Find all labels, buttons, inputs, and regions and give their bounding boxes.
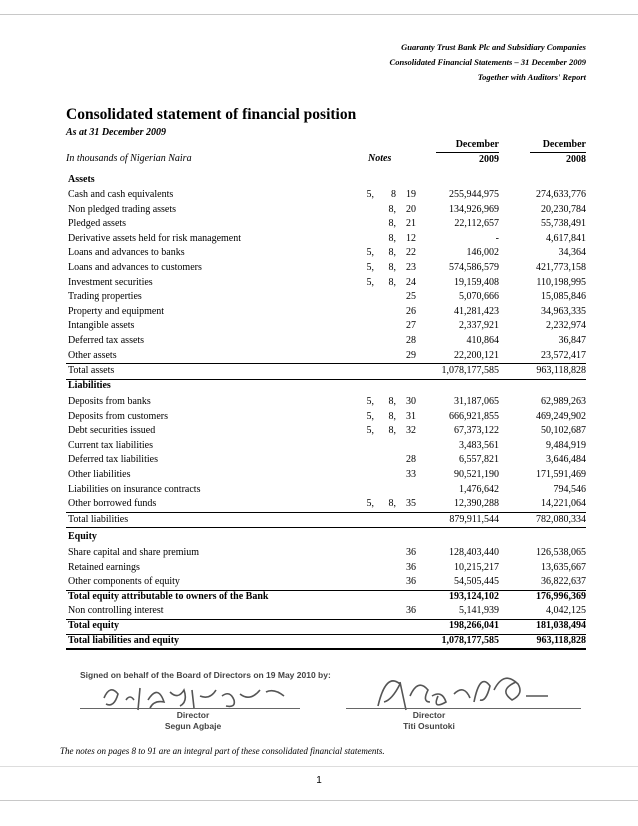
value-2009: 6,557,821 bbox=[459, 454, 499, 466]
table-rule bbox=[66, 648, 586, 650]
value-2008: 36,847 bbox=[558, 335, 586, 346]
table-row bbox=[66, 261, 586, 276]
row-label: Debt securities issued bbox=[68, 425, 156, 437]
row-label: Cash and cash equivalents bbox=[68, 189, 174, 200]
row-label: Current tax liabilities bbox=[68, 439, 153, 451]
note-ref: 8, bbox=[388, 425, 396, 437]
note-ref: 36 bbox=[406, 576, 416, 588]
note-ref: 8, bbox=[388, 218, 396, 230]
note-ref: 5, bbox=[366, 247, 374, 259]
value-2009: 41,281,423 bbox=[454, 305, 499, 317]
note-ref: 8, bbox=[388, 276, 396, 288]
table-row bbox=[66, 319, 586, 334]
value-2008: 421,773,158 bbox=[536, 262, 586, 273]
table-row bbox=[66, 634, 586, 649]
value-2008: 171,591,469 bbox=[536, 469, 586, 480]
table-row bbox=[66, 513, 586, 528]
row-label: Loans and advances to customers bbox=[68, 262, 202, 273]
table-row bbox=[66, 439, 586, 454]
page-number: 1 bbox=[316, 775, 322, 786]
note-ref: 5, bbox=[366, 410, 374, 422]
table-rule bbox=[66, 527, 586, 528]
value-2008: 274,633,776 bbox=[536, 189, 586, 200]
note-ref: 23 bbox=[406, 262, 416, 273]
value-2009: 198,266,041 bbox=[449, 620, 499, 631]
note-ref: 31 bbox=[406, 410, 416, 422]
col1-underline bbox=[436, 152, 499, 153]
signature-line-left bbox=[80, 708, 300, 709]
table-row bbox=[66, 546, 586, 561]
col1-year: 2009 bbox=[479, 154, 499, 165]
row-label: Total assets bbox=[68, 365, 115, 377]
value-2008: 14,221,064 bbox=[541, 498, 586, 510]
table-row bbox=[66, 468, 586, 483]
value-2008: 34,963,335 bbox=[541, 305, 586, 317]
value-2008: 9,484,919 bbox=[546, 439, 586, 451]
value-2009: 410,864 bbox=[466, 335, 499, 346]
row-label: Deposits from customers bbox=[68, 410, 168, 422]
table-row bbox=[66, 290, 586, 305]
row-label: Total equity attributable to owners of the Bank bbox=[68, 590, 269, 602]
bottom-rule bbox=[0, 800, 638, 801]
value-2008: 4,042,125 bbox=[546, 605, 586, 617]
signature-right-name: Titi Osuntoki bbox=[403, 721, 455, 731]
value-2009: 2,337,921 bbox=[459, 320, 499, 332]
value-2008: 62,989,263 bbox=[541, 396, 586, 407]
signature-left-role: Director bbox=[176, 710, 210, 720]
note-ref: 8 bbox=[391, 189, 396, 200]
value-2009: 54,505,445 bbox=[454, 576, 499, 588]
row-label: Retained earnings bbox=[68, 561, 140, 573]
col1-month: December bbox=[455, 139, 499, 150]
col2-underline bbox=[530, 152, 586, 153]
table-row bbox=[66, 349, 586, 364]
signature-text: Signed on behalf of the Board of Directors on 19 May 2010 by: bbox=[80, 670, 331, 680]
note-ref: 8, bbox=[388, 203, 396, 215]
notes-header: Notes bbox=[368, 153, 392, 164]
row-label: Non controlling interest bbox=[68, 605, 164, 617]
note-ref: 25 bbox=[406, 291, 416, 303]
row-label: Investment securities bbox=[68, 276, 153, 288]
note-ref: 28 bbox=[406, 335, 416, 346]
value-2009: 22,112,657 bbox=[454, 218, 499, 230]
value-2009: 128,403,440 bbox=[449, 547, 499, 558]
signature-right-role: Director bbox=[412, 710, 446, 720]
table-row bbox=[66, 395, 586, 410]
value-2008: 963,118,828 bbox=[536, 634, 586, 646]
header-report: Together with Auditors' Report bbox=[477, 72, 586, 82]
value-2009: 5,070,666 bbox=[459, 291, 499, 303]
row-label: Liabilities on insurance contracts bbox=[68, 483, 201, 495]
value-2009: 19,159,408 bbox=[454, 276, 499, 288]
note-ref: 36 bbox=[406, 605, 416, 617]
footnote: The notes on pages 8 to 91 are an integral part of these consolidated financial statements. bbox=[60, 746, 385, 756]
value-2008: 20,230,784 bbox=[541, 203, 586, 215]
note-ref: 8, bbox=[388, 396, 396, 407]
table-row bbox=[66, 424, 586, 439]
header-statements: Consolidated Financial Statements – 31 December 2009 bbox=[389, 57, 586, 67]
row-label: Other assets bbox=[68, 349, 117, 361]
value-2008: 3,646,484 bbox=[546, 454, 586, 466]
value-2008: 2,232,974 bbox=[546, 320, 586, 332]
table-row bbox=[66, 334, 586, 349]
note-ref: 36 bbox=[406, 561, 416, 573]
value-2009: 193,124,102 bbox=[449, 590, 499, 602]
note-ref: 36 bbox=[406, 547, 416, 558]
value-2009: 134,926,969 bbox=[449, 203, 499, 215]
table-row bbox=[66, 483, 586, 498]
row-label: Non pledged trading assets bbox=[68, 203, 177, 215]
table-row bbox=[66, 232, 586, 247]
value-2009: 574,586,579 bbox=[449, 262, 499, 273]
value-2009: 31,187,065 bbox=[454, 396, 499, 407]
row-label: Deposits from banks bbox=[68, 396, 151, 407]
note-ref: 5, bbox=[366, 498, 374, 510]
value-2008: 794,546 bbox=[553, 483, 586, 495]
note-ref: 8, bbox=[388, 498, 396, 510]
table-row bbox=[66, 497, 586, 512]
row-label: Loans and advances to banks bbox=[68, 247, 185, 259]
note-ref: 12 bbox=[406, 232, 416, 244]
row-label: Property and equipment bbox=[68, 305, 165, 317]
page-title: Consolidated statement of financial position bbox=[66, 106, 357, 123]
value-2008: 4,617,841 bbox=[546, 232, 586, 244]
note-ref: 27 bbox=[406, 320, 416, 332]
row-label: Intangible assets bbox=[68, 320, 135, 332]
value-2008: 34,364 bbox=[558, 247, 586, 259]
value-2009: 1,476,642 bbox=[459, 483, 499, 495]
signature-line-right bbox=[346, 708, 581, 709]
row-label: Other borrowed funds bbox=[68, 498, 157, 510]
row-label: Total liabilities and equity bbox=[68, 634, 180, 646]
page-subtitle: As at 31 December 2009 bbox=[66, 127, 166, 138]
row-label: Total equity bbox=[68, 620, 120, 631]
note-ref: 26 bbox=[406, 305, 416, 317]
value-2009: 1,078,177,585 bbox=[441, 634, 499, 646]
note-ref: 21 bbox=[406, 218, 416, 230]
value-2009: 12,390,288 bbox=[454, 498, 499, 510]
footer-rule bbox=[0, 766, 638, 767]
value-2009: 255,944,975 bbox=[449, 189, 499, 200]
value-2008: 782,080,334 bbox=[536, 513, 586, 525]
table-rule bbox=[66, 379, 586, 380]
row-label: Total liabilities bbox=[68, 513, 129, 525]
table-row bbox=[66, 590, 586, 605]
note-ref: 24 bbox=[406, 276, 416, 288]
value-2008: 23,572,417 bbox=[541, 349, 586, 361]
value-2008: 55,738,491 bbox=[541, 218, 586, 230]
table-row bbox=[66, 276, 586, 291]
row-label: Derivative assets held for risk management bbox=[68, 232, 241, 244]
note-ref: 5, bbox=[366, 276, 374, 288]
table-row bbox=[66, 246, 586, 261]
note-ref: 28 bbox=[406, 454, 416, 466]
value-2008: 110,198,995 bbox=[536, 276, 586, 288]
row-label: Deferred tax assets bbox=[68, 335, 145, 346]
value-2008: 469,249,902 bbox=[536, 410, 586, 422]
note-ref: 22 bbox=[406, 247, 416, 259]
table-row bbox=[66, 453, 586, 468]
signature-left-name: Segun Agbaje bbox=[164, 721, 222, 731]
value-2008: 126,538,065 bbox=[536, 547, 586, 558]
unit-label: In thousands of Nigerian Naira bbox=[66, 153, 192, 164]
note-ref: 8, bbox=[388, 410, 396, 422]
note-ref: 19 bbox=[406, 189, 416, 200]
note-ref: 32 bbox=[406, 425, 416, 437]
note-ref: 5, bbox=[366, 396, 374, 407]
signature-block bbox=[66, 660, 586, 736]
value-2009: 3,483,561 bbox=[459, 439, 499, 451]
col2-month: December bbox=[542, 139, 586, 150]
note-ref: 5, bbox=[366, 425, 374, 437]
note-ref: 20 bbox=[406, 203, 416, 215]
note-ref: 29 bbox=[406, 349, 416, 361]
top-rule bbox=[0, 14, 638, 15]
row-label: Other liabilities bbox=[68, 469, 131, 480]
value-2008: 13,635,667 bbox=[541, 561, 586, 573]
table-row bbox=[66, 364, 586, 379]
row-label: Other components of equity bbox=[68, 576, 180, 588]
table-row bbox=[66, 188, 586, 203]
table-row bbox=[66, 410, 586, 425]
table-row bbox=[66, 619, 586, 634]
value-2009: 879,911,544 bbox=[449, 513, 499, 525]
value-2008: 176,996,369 bbox=[536, 590, 586, 602]
section-equity: Equity bbox=[68, 531, 97, 542]
value-2009: 10,215,217 bbox=[454, 561, 499, 573]
value-2009: 22,200,121 bbox=[454, 349, 499, 361]
value-2008: 181,038,494 bbox=[536, 620, 586, 631]
table-row bbox=[66, 561, 586, 576]
note-ref: 35 bbox=[406, 498, 416, 510]
section-liabilities: Liabilities bbox=[68, 380, 111, 391]
table-row bbox=[66, 305, 586, 320]
note-ref: 33 bbox=[406, 469, 416, 480]
value-2009: - bbox=[495, 232, 499, 244]
note-ref: 5, bbox=[366, 262, 374, 273]
value-2008: 36,822,637 bbox=[541, 576, 586, 588]
table-row bbox=[66, 604, 586, 619]
value-2009: 1,078,177,585 bbox=[441, 365, 499, 377]
value-2009: 146,002 bbox=[466, 247, 499, 259]
row-label: Share capital and share premium bbox=[68, 547, 200, 558]
header-company: Guaranty Trust Bank Plc and Subsidiary Companies bbox=[401, 42, 586, 52]
row-label: Deferred tax liabilities bbox=[68, 454, 158, 466]
row-label: Trading properties bbox=[68, 291, 142, 303]
note-ref: 8, bbox=[388, 247, 396, 259]
section-assets: Assets bbox=[68, 174, 95, 185]
value-2008: 50,102,687 bbox=[541, 425, 586, 437]
table-row bbox=[66, 217, 586, 232]
table-row bbox=[66, 575, 586, 590]
value-2009: 67,373,122 bbox=[454, 425, 499, 437]
table-row bbox=[66, 203, 586, 218]
value-2008: 15,085,846 bbox=[541, 291, 586, 303]
col2-year: 2008 bbox=[566, 154, 586, 165]
note-ref: 5, bbox=[366, 189, 374, 200]
note-ref: 8, bbox=[388, 262, 396, 273]
note-ref: 30 bbox=[406, 396, 416, 407]
value-2009: 666,921,855 bbox=[449, 410, 499, 422]
value-2009: 90,521,190 bbox=[454, 469, 499, 480]
value-2009: 5,141,939 bbox=[459, 605, 499, 617]
value-2008: 963,118,828 bbox=[536, 365, 586, 377]
note-ref: 8, bbox=[388, 232, 396, 244]
row-label: Pledged assets bbox=[68, 218, 127, 230]
